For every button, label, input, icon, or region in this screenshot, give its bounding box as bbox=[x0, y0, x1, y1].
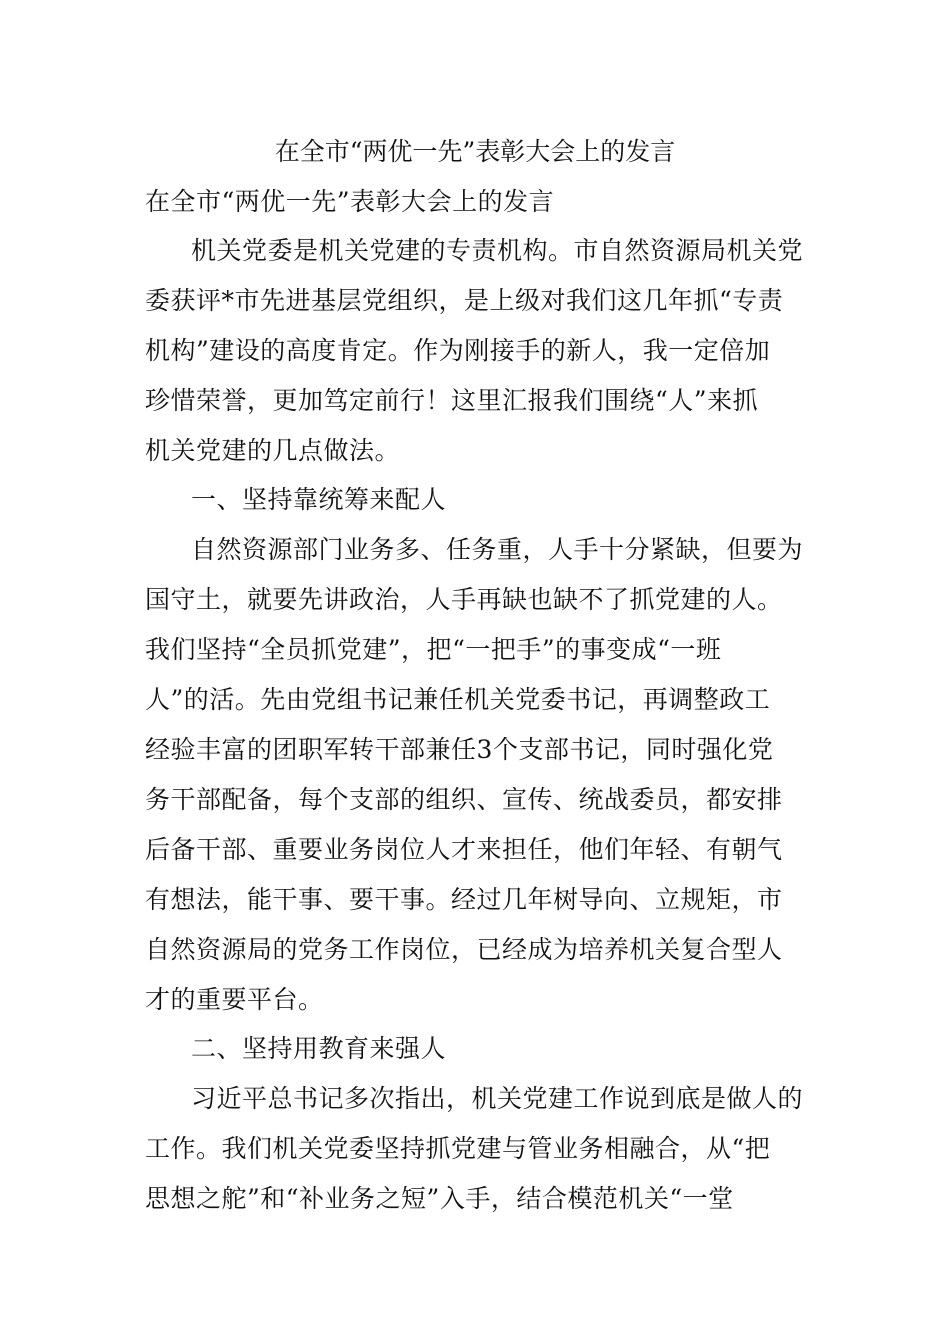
section-heading: 二、坚持用教育来强人 bbox=[191, 1034, 447, 1063]
paragraph-line: 思想之舵”和“补业务之短”入手，结合模范机关“一堂 bbox=[145, 1184, 734, 1213]
paragraph-line: 机关党委是机关党建的专责机构。市自然资源局机关党 bbox=[191, 236, 804, 265]
paragraph-line: 工作。我们机关党委坚持抓党建与管业务相融合，从“把 bbox=[145, 1134, 771, 1163]
paragraph-line: 自然资源部门业务多、任务重，人手十分紧缺，但要为 bbox=[191, 535, 804, 564]
section-heading: 一、坚持靠统筹来配人 bbox=[191, 485, 447, 514]
paragraph-line: 人”的活。先由党组书记兼任机关党委书记，再调整政工 bbox=[145, 685, 771, 714]
paragraph-line: 有想法，能干事、要干事。经过几年树导向、立规矩，市 bbox=[145, 885, 783, 914]
paragraph-line: 后备干部、重要业务岗位人才来担任，他们年轻、有朝气 bbox=[145, 835, 783, 864]
paragraph-line: 才的重要平台。 bbox=[145, 985, 324, 1014]
document-title: 在全市“两优一先”表彰大会上的发言 bbox=[274, 137, 676, 166]
paragraph-line: 珍惜荣誉，更加笃定前行！这里汇报我们围绕“人”来抓 bbox=[145, 386, 759, 415]
paragraph-line: 务干部配备，每个支部的组织、宣传、统战委员，都安排 bbox=[145, 785, 783, 814]
document-subtitle: 在全市“两优一先”表彰大会上的发言 bbox=[145, 187, 555, 216]
paragraph-line: 委获评*市先进基层党组织，是上级对我们这几年抓“专责 bbox=[145, 286, 784, 315]
paragraph-line: 机关党建的几点做法。 bbox=[145, 436, 401, 465]
paragraph-line: 国守土，就要先讲政治，人手再缺也缺不了抓党建的人。 bbox=[145, 585, 783, 614]
paragraph-line: 自然资源局的党务工作岗位，已经成为培养机关复合型人 bbox=[145, 935, 783, 964]
paragraph-line: 我们坚持“全员抓党建”，把“一把手”的事变成“一班 bbox=[145, 635, 722, 664]
paragraph-line: 习近平总书记多次指出，机关党建工作说到底是做人的 bbox=[191, 1084, 804, 1113]
paragraph-line: 机构”建设的高度肯定。作为刚接手的新人，我一定倍加 bbox=[145, 336, 771, 365]
paragraph-line: 经验丰富的团职军转干部兼任3个支部书记，同时强化党 bbox=[145, 735, 774, 764]
